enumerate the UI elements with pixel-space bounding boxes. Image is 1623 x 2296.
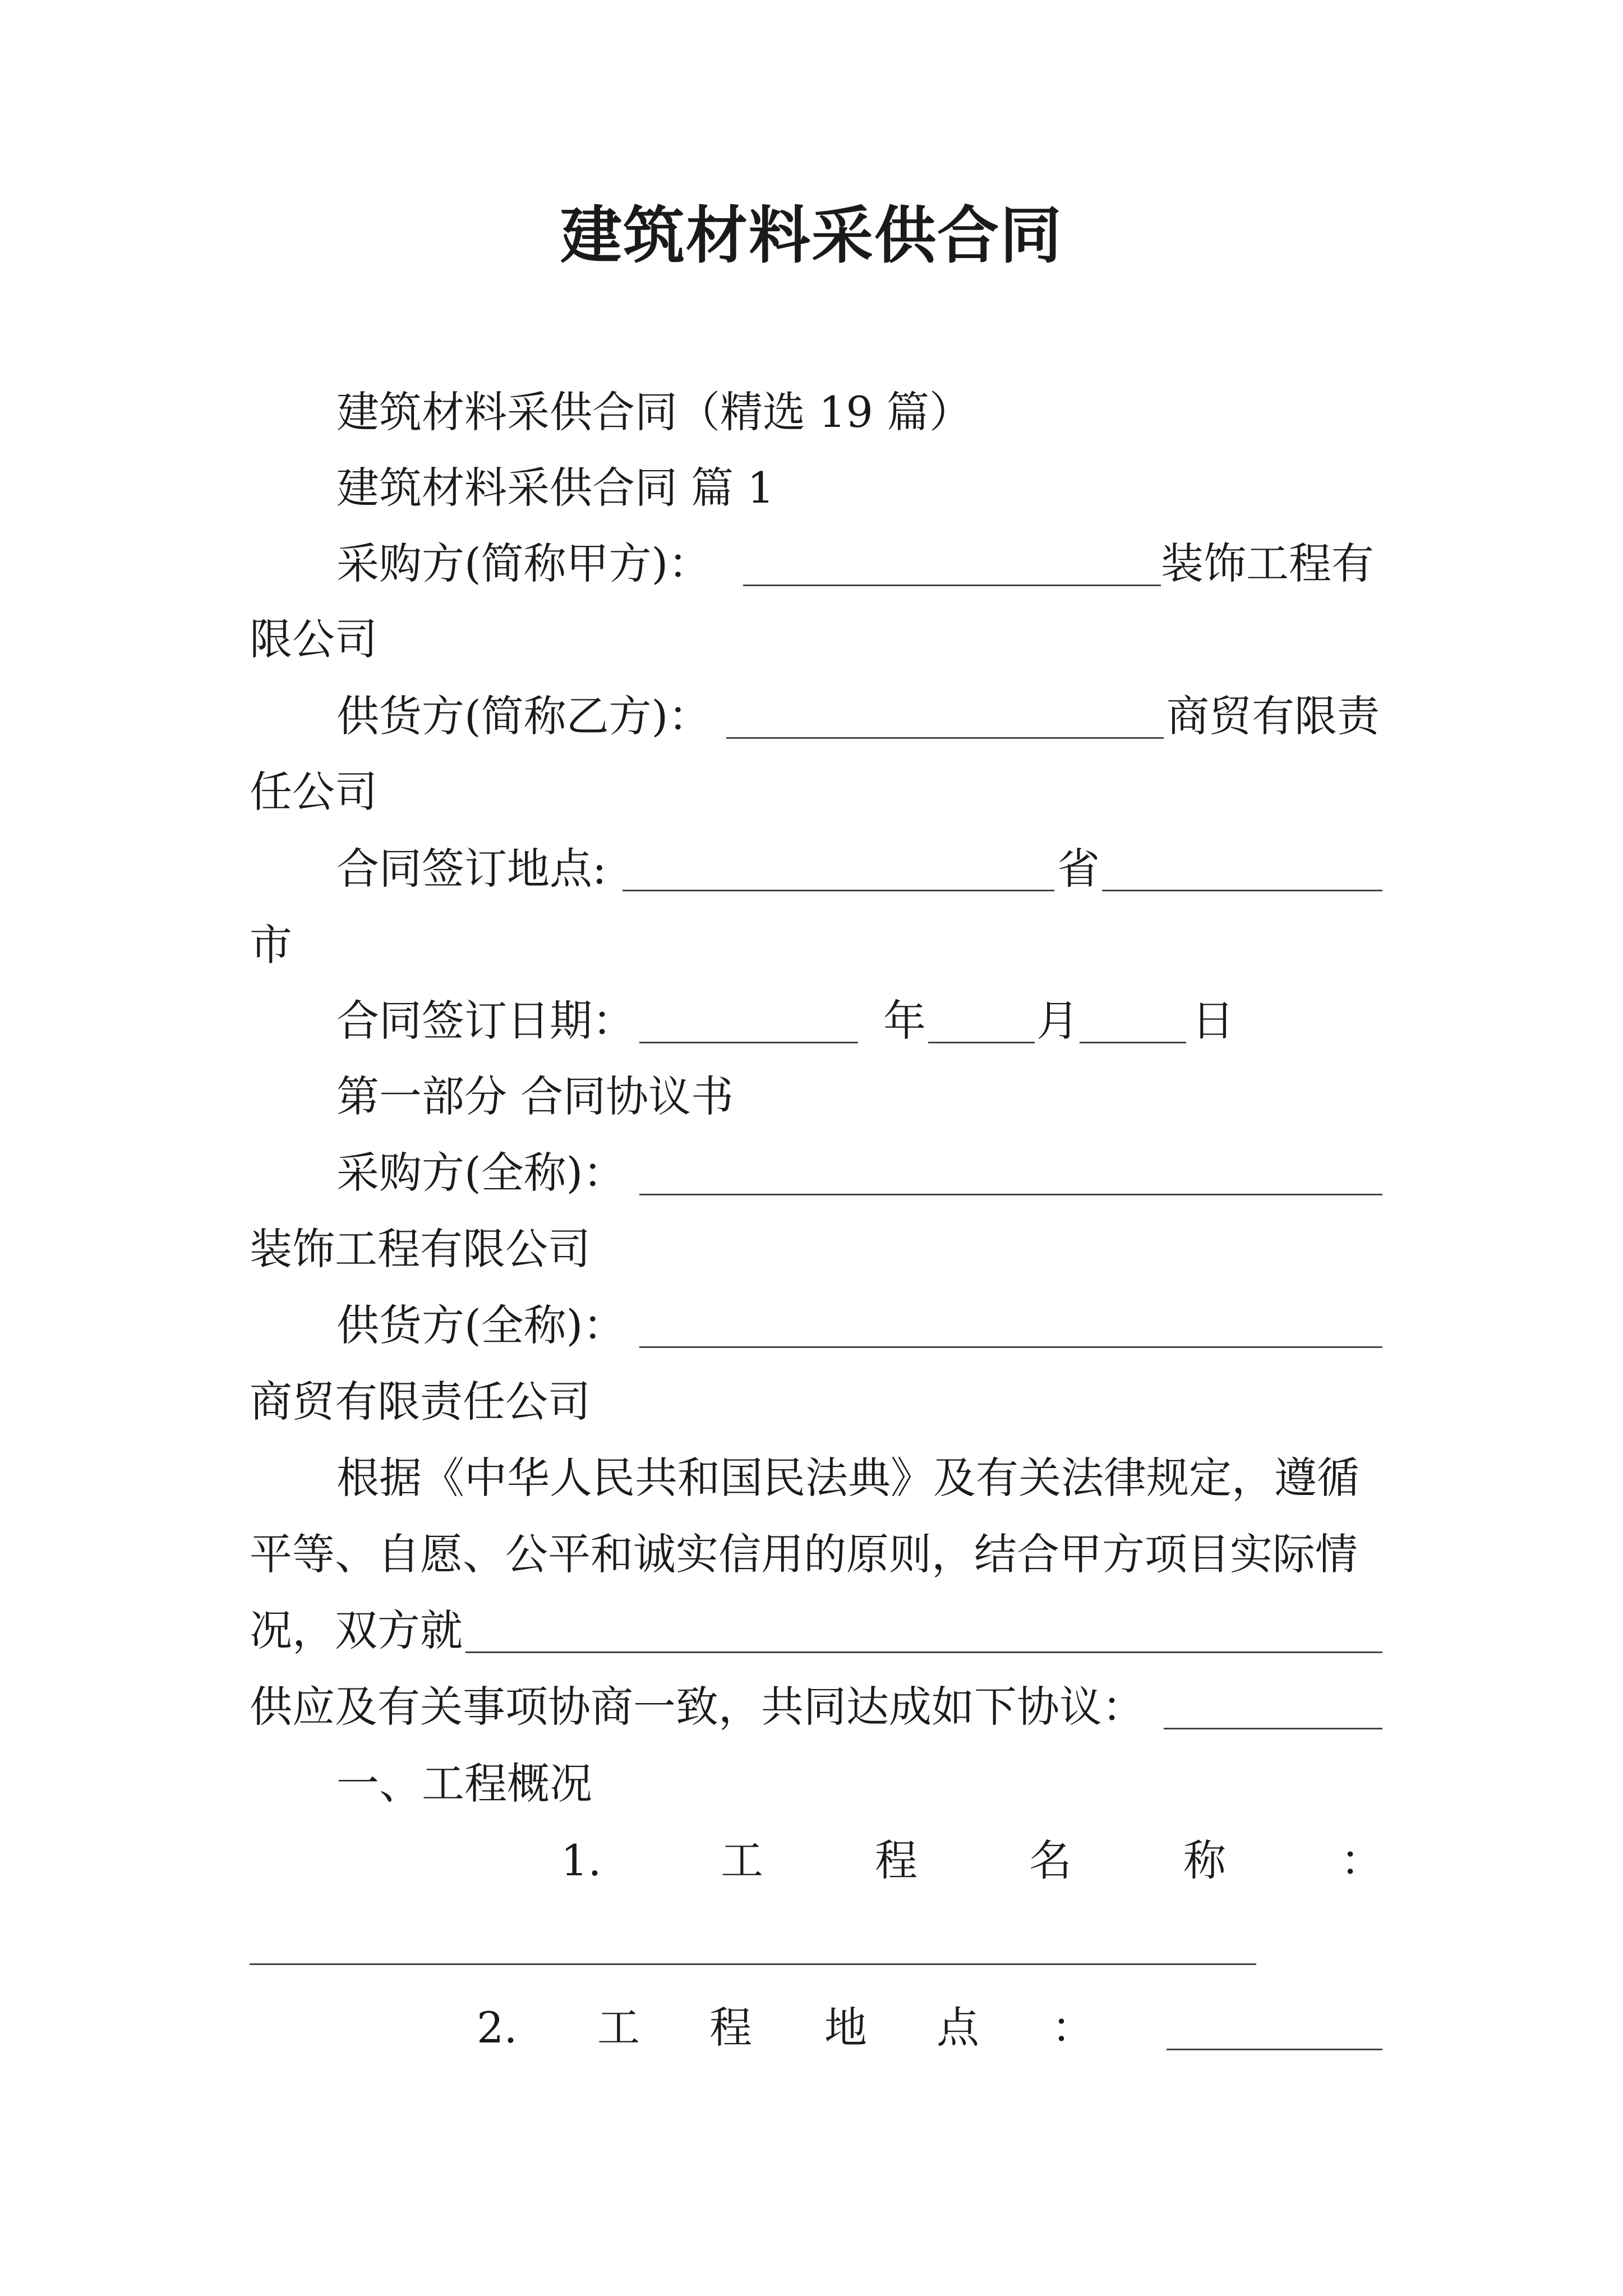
item-1-number: 1. (561, 1835, 602, 1885)
overview-heading-line (0, 1753, 1623, 1815)
supplier-short-suffix-2: 任公司 (250, 767, 377, 817)
place-line (0, 838, 1623, 900)
item-1-char: 名 (1029, 1835, 1072, 1885)
supplier-short-blank (726, 737, 1164, 739)
item-1-char: ： (1340, 1835, 1383, 1885)
paragraph-blank-2 (1164, 1728, 1382, 1729)
buyer-full-line-2 (0, 1218, 1623, 1280)
item-1-char: 称 (1183, 1835, 1226, 1885)
item-1-char: 工 (721, 1835, 763, 1885)
buyer-short-blank (743, 585, 1161, 586)
buyer-full-label: 采购方(全称)： (336, 1148, 626, 1198)
paragraph-line-4 (0, 1676, 1623, 1738)
place-city: 市 (250, 920, 292, 970)
place-label: 合同签订地点: (336, 844, 607, 894)
place-line-2 (0, 914, 1623, 976)
place-province-blank (623, 890, 1054, 891)
item-1-blank (250, 1963, 1256, 1965)
place-city-blank (1102, 890, 1382, 891)
item-2-line (0, 1997, 1623, 2059)
date-month-blank (928, 1042, 1035, 1043)
item-2-blank (1166, 2049, 1382, 2050)
paragraph-line-2 (0, 1524, 1623, 1585)
buyer-short-line (0, 533, 1623, 595)
supplier-full-name: 商贸有限责任公司 (250, 1377, 591, 1427)
overview-heading: 一、工程概况 (336, 1759, 592, 1809)
supplier-full-blank (639, 1346, 1382, 1348)
paragraph-blank-1 (465, 1651, 1382, 1653)
supplier-short-label: 供货方(简称乙方)： (336, 691, 711, 741)
buyer-full-blank (639, 1194, 1382, 1195)
paragraph-line-3 (0, 1600, 1623, 1662)
item-2-char: 点 (937, 2003, 979, 2053)
date-year: 年 (883, 996, 926, 1046)
subtitle-line (0, 381, 1623, 443)
section-heading: 建筑材料采供合同 篇 1 (336, 463, 774, 513)
supplier-full-label: 供货方(全称)： (336, 1300, 626, 1350)
date-label: 合同签订日期： (336, 996, 635, 1046)
section-heading-line (0, 457, 1623, 519)
paragraph-text-1: 根据《中华人民共和国民法典》及有关法律规定，遵循 (336, 1453, 1359, 1503)
buyer-short-label: 采购方(简称甲方)： (336, 539, 711, 588)
item-1-line (0, 1830, 1623, 1892)
supplier-full-line (0, 1295, 1623, 1356)
date-day-blank (1080, 1042, 1186, 1043)
buyer-short-line-2 (0, 609, 1623, 670)
item-2-char: 地 (824, 2003, 867, 2053)
paragraph-line-1 (0, 1447, 1623, 1509)
buyer-short-suffix: 装饰工程有 (1161, 539, 1374, 588)
part-one-line (0, 1066, 1623, 1128)
item-2-char: 程 (709, 2003, 752, 2053)
buyer-full-name: 装饰工程有限公司 (250, 1224, 591, 1274)
supplier-full-line-2 (0, 1371, 1623, 1433)
place-province: 省 (1057, 844, 1100, 894)
buyer-full-line (0, 1142, 1623, 1204)
item-2-number: 2. (477, 2003, 518, 2053)
item-2-char: 工 (597, 2003, 640, 2053)
date-line (0, 990, 1623, 1052)
item-2-char: ： (1052, 2003, 1094, 2053)
paragraph-text-3: 况，双方就 (250, 1605, 463, 1655)
date-day: 日 (1192, 996, 1234, 1046)
date-year-blank (639, 1042, 858, 1043)
paragraph-text-2: 平等、自愿、公平和诚实信用的原则，结合甲方项目实际情 (250, 1529, 1358, 1579)
supplier-short-line (0, 685, 1623, 747)
part-one-heading: 第一部分 合同协议书 (336, 1071, 734, 1121)
supplier-short-suffix: 商贸有限责 (1166, 691, 1380, 741)
supplier-short-line-2 (0, 761, 1623, 823)
paragraph-text-4: 供应及有关事项协商一致，共同达成如下协议： (250, 1682, 1145, 1732)
document-title: 建筑材料采供合同 (560, 199, 1063, 272)
buyer-short-suffix-2: 限公司 (250, 614, 377, 664)
date-month: 月 (1036, 996, 1079, 1046)
subtitle: 建筑材料采供合同（精选 19 篇） (336, 387, 972, 437)
item-1-char: 程 (875, 1835, 917, 1885)
